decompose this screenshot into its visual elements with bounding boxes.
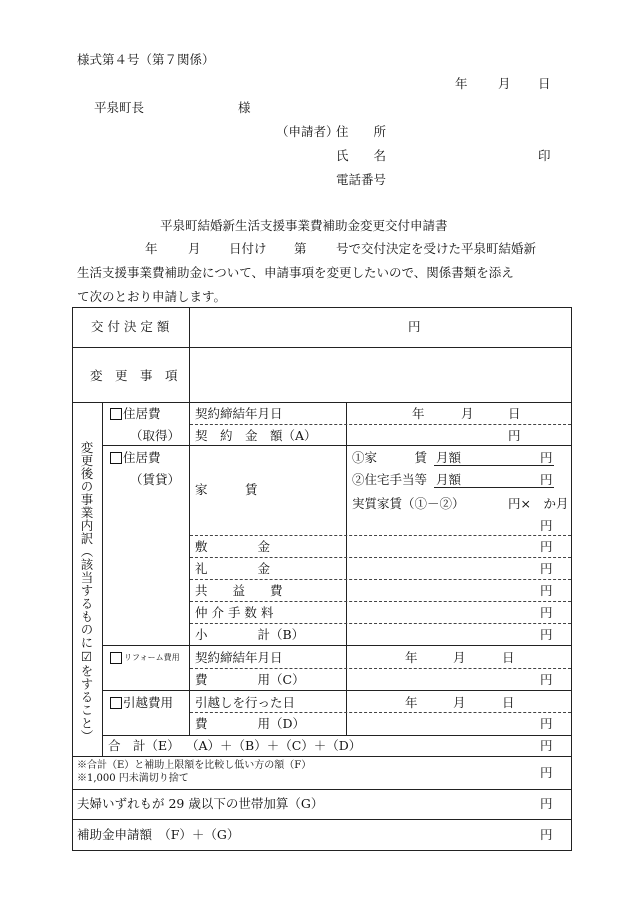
grant-amount-label: 交 付 決 定 額 [91, 319, 170, 334]
date-day: 日 [538, 76, 551, 91]
moving-cost-label: 費 用（D） [195, 716, 306, 731]
form-number: 様式第４号（第７関係） [77, 52, 215, 67]
actual-rent-label: 実質家賃（①－②） [352, 496, 465, 511]
reform-checkbox[interactable] [110, 652, 122, 664]
breakdown-side-label: 変更後の事業内訳（該当するものに☑をすること） [79, 441, 94, 743]
moving-label: 引越費用 [123, 695, 174, 710]
intro-line3: て次のとおり申請します。 [77, 289, 227, 304]
application-amount-yen: 円 [540, 827, 553, 842]
allowance-line: ②住宅手当等 [352, 472, 428, 487]
seal-mark: 印 [538, 148, 551, 163]
reform-date-month: 月 [453, 650, 466, 665]
acq-date-year: 年 [412, 406, 425, 421]
common-fee-yen: 円 [540, 583, 553, 598]
acq-date-day: 日 [508, 406, 521, 421]
reform-label: リフォーム費用 [124, 653, 180, 662]
moving-date-day: 日 [502, 695, 515, 710]
allowance-yen: 円 [540, 472, 553, 487]
couple-bonus-yen: 円 [540, 796, 553, 811]
agent-fee-label: 仲 介 手 数 料 [195, 605, 274, 620]
grant-amount-yen: 円 [408, 319, 421, 334]
key-money-label: 礼 金 [195, 561, 271, 576]
document-title: 平泉町結婚新生活支援事業費補助金変更交付申請書 [160, 218, 448, 233]
rent-line: ①家 賃 [352, 450, 428, 465]
applicant-phone-label: 電話番号 [336, 172, 387, 187]
total-label: 合 計（E） [108, 738, 180, 753]
common-fee-label: 共 益 費 [195, 583, 283, 598]
moving-checkbox[interactable] [110, 697, 122, 709]
actual-rent-times: 円× か月 [508, 496, 569, 511]
date-month: 月 [498, 76, 511, 91]
moving-date-year: 年 [405, 695, 418, 710]
intro-number-prefix: 第 [294, 241, 307, 256]
reform-date-day: 日 [502, 650, 515, 665]
application-amount-label: 補助金申請額 （F）＋（G） [77, 827, 240, 842]
acq-contract-amount-label: 契 約 金 額（A） [195, 428, 317, 443]
reform-date-year: 年 [405, 650, 418, 665]
agent-fee-yen: 円 [540, 605, 553, 620]
intro-year: 年 [145, 241, 158, 256]
change-item-label: 変 更 事 項 [90, 368, 178, 383]
housing-acquisition-label: 住居費 [123, 406, 161, 421]
reform-cost-yen: 円 [540, 672, 553, 687]
moving-date-month: 月 [453, 695, 466, 710]
acq-date-month: 月 [461, 406, 474, 421]
intro-month: 月 [188, 241, 201, 256]
reform-cost-label: 費 用（C） [195, 672, 305, 687]
total-formula: （A）＋（B）＋（C）＋（D） [186, 738, 362, 753]
rent-yen: 円 [540, 450, 553, 465]
rent-label: 家 賃 [195, 482, 258, 497]
housing-rental-label: 住居費 [123, 450, 161, 465]
reform-contract-date-label: 契約締結年月日 [195, 650, 283, 665]
housing-acquisition-sub: （取得） [130, 428, 181, 443]
housing-acquisition-checkbox[interactable] [110, 408, 122, 420]
subtotal-yen: 円 [540, 627, 553, 642]
applicant-name-label: 氏 名 [336, 148, 387, 163]
intro-line2: 生活支援事業費補助金について、申請事項を変更したいので、関係書類を添え [77, 265, 514, 280]
couple-bonus-label: 夫婦いずれもが 29 歳以下の世帯加算（G） [77, 796, 324, 811]
note-line1: ※合計（E）と補助上限額を比較し低い方の額（F） [77, 760, 312, 771]
note-line2: ※1,000 円未満切り捨て [77, 773, 189, 784]
applicant-label: （申請者） [276, 124, 339, 139]
housing-rental-sub: （賃貸） [130, 472, 181, 487]
addressee: 平泉町長 [94, 100, 145, 115]
key-money-yen: 円 [540, 561, 553, 576]
housing-rental-checkbox[interactable] [110, 452, 122, 464]
moving-date-label: 引越しを行った日 [195, 695, 296, 710]
deposit-label: 敷 金 [195, 539, 271, 554]
intro-line1: 号で交付決定を受けた平泉町結婚新 [336, 241, 537, 256]
honorific: 様 [238, 100, 251, 115]
subtotal-label: 小 計（B） [195, 627, 305, 642]
moving-cost-yen: 円 [540, 716, 553, 731]
total-yen: 円 [540, 738, 553, 753]
allowance-monthly-label: 月額 [436, 472, 462, 487]
actual-rent-yen: 円 [540, 518, 553, 533]
rent-monthly-label: 月額 [436, 450, 462, 465]
applicant-address-label: 住 所 [336, 124, 387, 139]
acq-contract-amount-yen: 円 [508, 428, 521, 443]
acq-contract-date-label: 契約締結年月日 [195, 406, 283, 421]
date-year: 年 [455, 76, 468, 91]
intro-day: 日付け [229, 241, 267, 256]
deposit-yen: 円 [540, 539, 553, 554]
note-yen: 円 [540, 765, 553, 780]
